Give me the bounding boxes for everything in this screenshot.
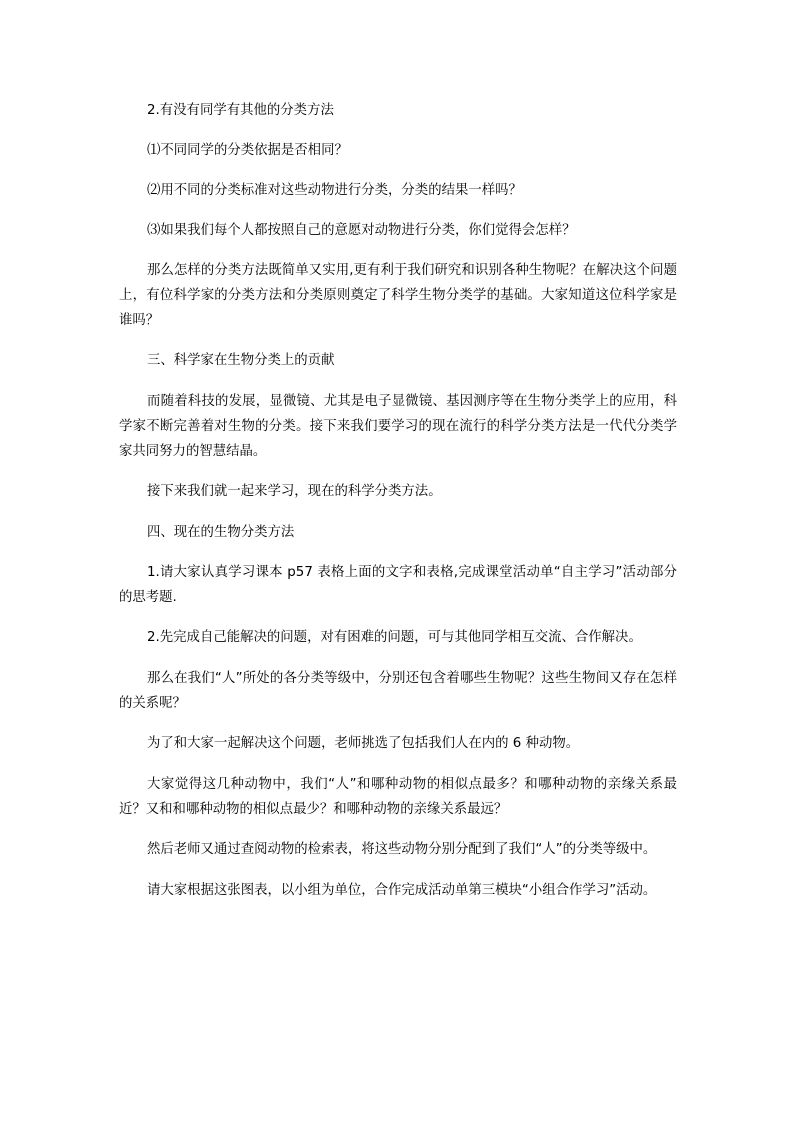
paragraph-search-table: 然后老师又通过查阅动物的检索表，将这些动物分别分配到了我们“人”的分类等级中。 [147,842,657,857]
paragraph-classification-levels: 那么在我们“人”所处的各分类等级中，分别还包含着哪些生物呢？这些生物间又存在怎样的关系呢？ [119,671,677,711]
paragraph-six-animals: 为了和大家一起解决这个问题，老师挑选了包括我们人在内的 6 种动物。 [147,736,580,751]
paragraph-technology-development: 而随着科技的发展，显微镜、尤其是电子显微镜、基因测序等在生物分类学上的应用，科学家不断完善着对生物的分类。接下来我们要学习的现在流行的科学分类方法是一代代分类学家共同努力的智慧结晶。 [119,394,677,459]
paragraph-question-2: 2.有没有同学有其他的分类方法 [147,103,334,118]
paragraph-learn-together: 接下来我们就一起来学习，现在的科学分类方法。 [147,484,442,499]
paragraph-similarity-question: 大家觉得这几种动物中，我们“人”和哪种动物的相似点最多？和哪种动物的亲缘关系最近？又和和哪种动物的相似点最少？和哪种动物的亲缘关系最远？ [119,777,677,817]
paragraph-group-activity: 请大家根据这张图表，以小组为单位，合作完成活动单第三模块“小组合作学习”活动。 [147,883,657,898]
paragraph-subquestion-1: ⑴不同同学的分类依据是否相同？ [147,143,348,158]
paragraph-subquestion-2: ⑵用不同的分类标准对这些动物进行分类，分类的结果一样吗？ [147,183,522,198]
paragraph-subquestion-3: ⑶如果我们每个人都按照自己的意愿对动物进行分类，你们觉得会怎样？ [147,223,576,238]
document-body [119,98,677,903]
section-heading-4: 四、现在的生物分类方法 [147,525,295,540]
paragraph-instruction-2: 2.先完成自己能解决的问题，对有困难的问题，可与其他同学相互交流、合作解决。 [147,630,642,645]
paragraph-instruction-1: 1.请大家认真学习课本 p57 表格上面的文字和表格,完成课堂活动单“自主学习”活动部分的思考题. [119,565,677,605]
paragraph-classification-intro: 那么怎样的分类方法既简单又实用,更有利于我们研究和识别各种生物呢？在解决这个问题上，有位科学家的分类方法和分类原则奠定了科学生物分类学的基础。大家知道这位科学家是谁吗？ [119,263,677,328]
section-heading-3: 三、科学家在生物分类上的贡献 [147,353,335,368]
